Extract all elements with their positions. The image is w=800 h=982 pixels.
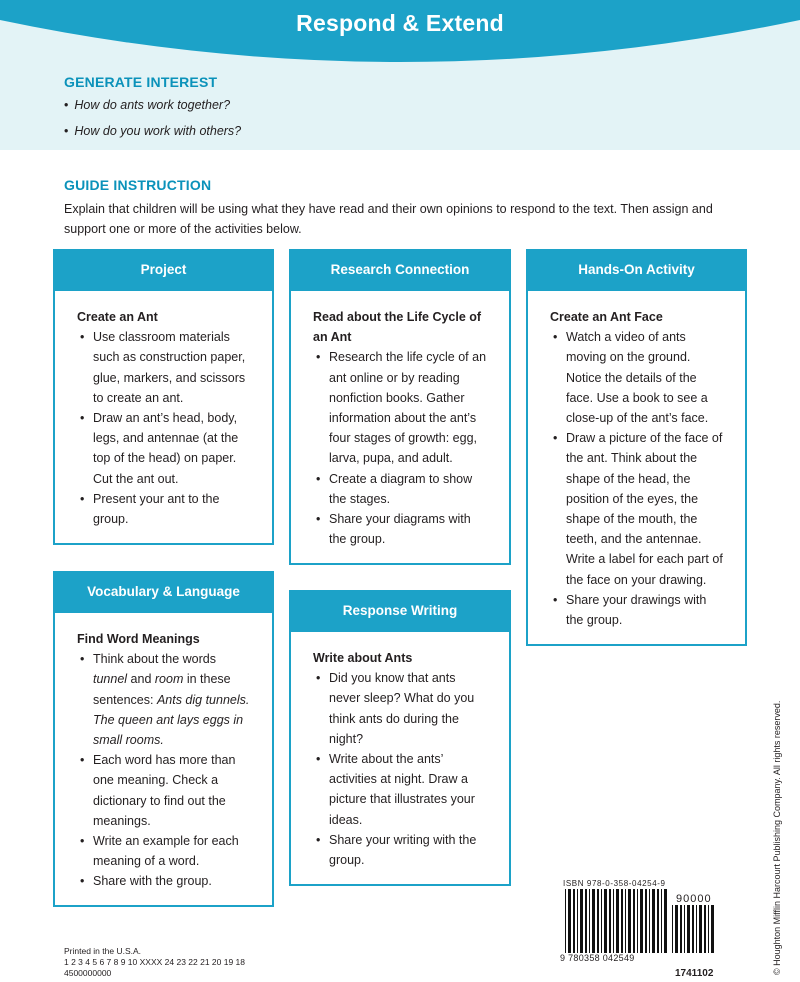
barcode-bar: [625, 889, 626, 953]
hands-on-activity-card: [526, 249, 747, 646]
barcode-bar: [637, 889, 638, 953]
barcode-bar: [692, 905, 694, 953]
barcode-bar: [680, 905, 682, 953]
barcode-bar: [580, 889, 583, 953]
barcode-bar: [675, 905, 678, 953]
barcode-bar: [613, 889, 614, 953]
list-item: • Share with the group.: [77, 871, 250, 891]
interest-question-list: [64, 95, 241, 147]
response-writing-card: [289, 590, 511, 886]
barcode-bar: [687, 905, 690, 953]
list-item: [77, 649, 250, 750]
interest-question: • How do you work with others?: [64, 121, 241, 147]
barcode-bar: [609, 889, 611, 953]
list-item: • Present your ant to the group.: [77, 489, 250, 529]
barcode-bar: [649, 889, 650, 953]
card-list: [77, 327, 250, 529]
card-list: [550, 327, 723, 630]
example-sentences: Ants dig tunnels. The queen ant lays eggs in small rooms.: [93, 692, 250, 748]
list-item: • Share your drawings with the group.: [550, 590, 723, 630]
interest-question: • How do ants work together?: [64, 95, 241, 121]
card-title: Vocabulary & Language: [53, 571, 274, 613]
project-card: [53, 249, 274, 545]
print-run: 1 2 3 4 5 6 7 8 9 10 XXXX 24 23 22 21 20 19 18: [64, 957, 246, 967]
list-item: • Each word has more than one meaning. Check a dictionary to find out the meanings.: [77, 750, 250, 831]
barcode-bar: [640, 889, 643, 953]
card-title: Project: [53, 249, 274, 291]
isbn-label: ISBN 978-0-358-04254-9: [563, 879, 666, 888]
barcode-bar: [628, 889, 631, 953]
list-item: • Watch a video of ants moving on the ground. Notice the details of the face. Use a book to see a close-up of the ant’s face.: [550, 327, 723, 428]
barcode-bar: [621, 889, 623, 953]
page-title: Respond & Extend: [296, 10, 504, 36]
barcode-bar: [711, 905, 714, 953]
card-title: Response Writing: [289, 590, 511, 632]
card-list: [77, 649, 250, 891]
card-subtitle: Write about Ants: [313, 651, 413, 665]
barcode-bar: [664, 889, 667, 953]
barcode-bar: [657, 889, 659, 953]
print-code: 4500000000: [64, 968, 112, 978]
list-item: • Share your diagrams with the group.: [313, 509, 487, 549]
item-text: in these sentences:: [93, 672, 231, 707]
list-item: • Use classroom materials such as construction paper, glue, markers, and scissors to create an ant.: [77, 327, 250, 408]
barcode-bar: [645, 889, 647, 953]
card-title: Research Connection: [289, 249, 511, 291]
barcode-bar: [696, 905, 697, 953]
barcode-bar: [589, 889, 590, 953]
card-list: [313, 668, 487, 870]
vocabulary-language-card: [53, 571, 274, 907]
list-item: • Did you know that ants never sleep? What do you think ants do during the night?: [313, 668, 487, 749]
research-connection-card: [289, 249, 511, 565]
barcode-bar: [704, 905, 706, 953]
barcode-bar: [585, 889, 587, 953]
barcode-bar: [684, 905, 685, 953]
printed-in: Printed in the U.S.A.: [64, 946, 142, 956]
barcode-bar: [652, 889, 655, 953]
isbn-barcode: [565, 889, 669, 953]
barcode-bar: [577, 889, 578, 953]
barcode-bar: [573, 889, 575, 953]
barcode-bar: [601, 889, 602, 953]
barcode-bar: [708, 905, 709, 953]
copyright-notice: © Houghton Mifflin Harcourt Publishing Company. All rights reserved.: [772, 700, 782, 975]
barcode-bar: [672, 905, 673, 953]
barcode-bar: [597, 889, 599, 953]
barcode-bar: [592, 889, 595, 953]
price-barcode: [672, 905, 718, 953]
price-code: 90000: [676, 893, 712, 905]
list-item: • Share your writing with the group.: [313, 830, 487, 870]
barcode-bar: [604, 889, 607, 953]
item-text: and: [127, 672, 155, 687]
card-title: Hands-On Activity: [526, 249, 747, 291]
vocabulary-word: tunnel: [93, 672, 128, 687]
card-subtitle: Read about the Life Cycle of an Ant: [313, 310, 482, 345]
guide-instruction-heading: GUIDE INSTRUCTION: [64, 177, 212, 193]
card-subtitle: Find Word Meanings: [77, 632, 200, 646]
list-item: • Research the life cycle of an ant online or by reading nonfiction books. Gather information about the ant’s four stages of growth: egg, larva, pupa, and adult.: [313, 347, 487, 468]
vocabulary-word: room: [154, 672, 184, 687]
card-list: [313, 347, 487, 549]
barcode-bar: [661, 889, 662, 953]
card-subtitle: Create an Ant Face: [550, 310, 663, 324]
card-subtitle: Create an Ant: [77, 310, 158, 324]
barcode-bar: [633, 889, 635, 953]
isbn-digits: 9 780358 042549: [560, 953, 635, 963]
item-text: Think about the words: [93, 652, 216, 667]
guide-instruction-text: Explain that children will be using what they have read and their own opinions to respond to the text. Then assign and support one or more of the activities below.: [64, 202, 713, 236]
list-item: • Write an example for each meaning of a word.: [77, 831, 250, 871]
list-item: • Draw a picture of the face of the ant. Think about the shape of the head, the position of the eyes, the shape of the mouth, the teeth, and the antennae. Write a label for each part of the face on your drawing.: [550, 428, 723, 590]
barcode-bar: [565, 889, 566, 953]
list-item: • Create a diagram to show the stages.: [313, 469, 487, 509]
list-item: • Write about the ants’ activities at night. Draw a picture that illustrates your ideas.: [313, 749, 487, 830]
print-info: [64, 946, 245, 979]
item-number: 1741102: [675, 968, 714, 979]
barcode-bar: [616, 889, 619, 953]
barcode-bar: [699, 905, 702, 953]
list-item: • Draw an ant’s head, body, legs, and antennae (at the top of the head) on paper. Cut the ant out.: [77, 408, 250, 489]
generate-interest-heading: GENERATE INTEREST: [64, 74, 218, 90]
barcode-bar: [568, 889, 571, 953]
